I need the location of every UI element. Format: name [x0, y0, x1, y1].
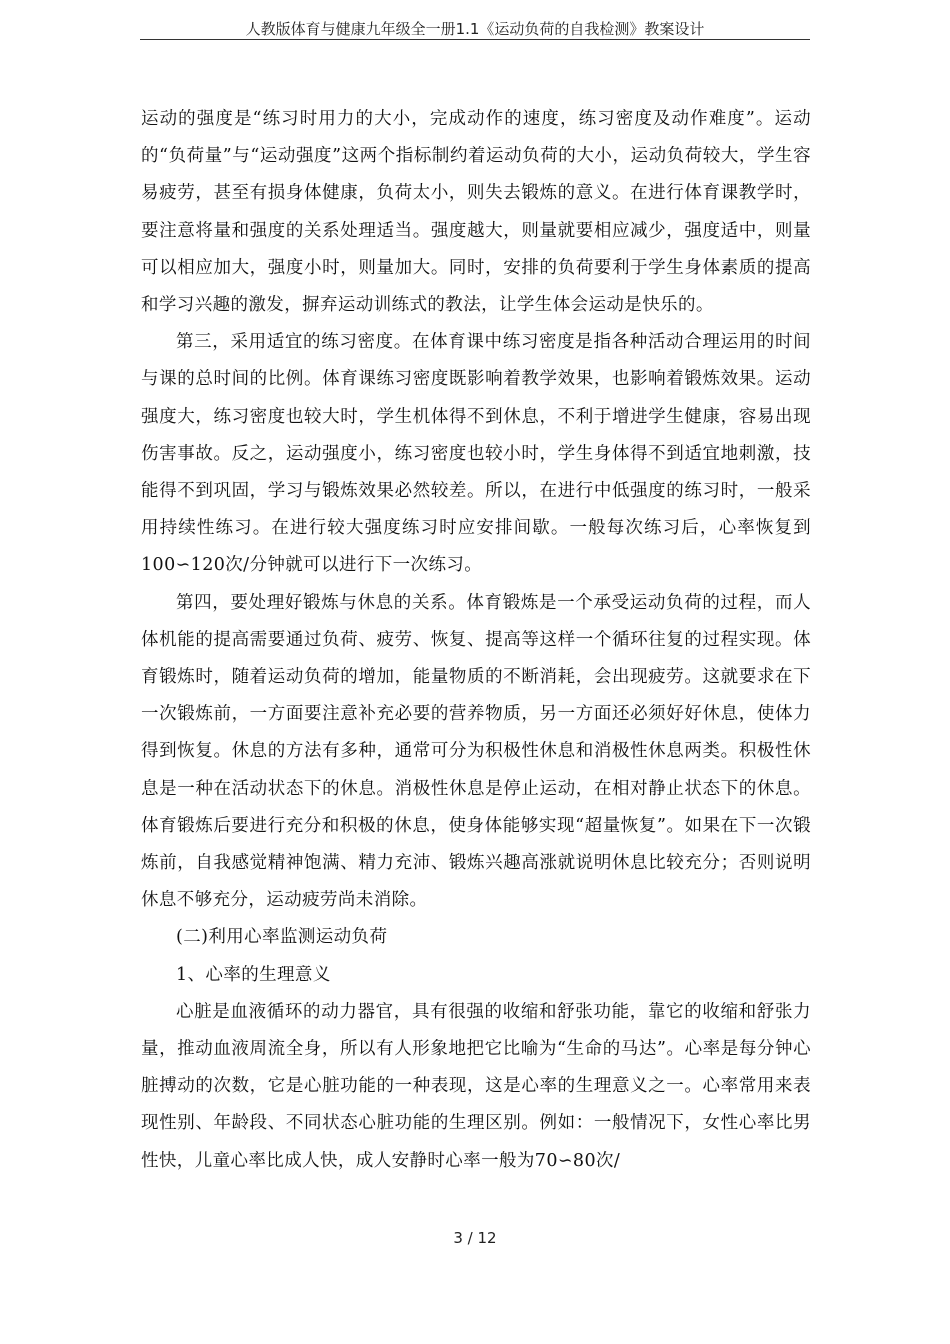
paragraph-heart-function: 心脏是血液循环的动力器官，具有很强的收缩和舒张功能，靠它的收缩和舒张力量，推动血液周流全身，所以有人形象地把它比喻为“生命的马达”。心率是每分钟心脏搏动的次数，它是心脏功能的一种表现，这是心率的生理意义之一。心率常用来表现性别、年龄段、不同状态心脏功能的生理区别。例如：一般情况下，女性心率比男性快，儿童心率比成人快，成人安静时心率一般为70∽80次/	[141, 1001, 811, 1171]
subsection-heading-physiology: 1、心率的生理意义	[176, 964, 331, 985]
paragraph-fourth-rest: 第四，要处理好锻炼与休息的关系。体育锻炼是一个承受运动负荷的过程，而人体机能的提高需要通过负荷、疲劳、恢复、提高等这样一个循环往复的过程实现。体育锻炼时，随着运动负荷的增加，能量物质的不断消耗，会出现疲劳。这就要求在下一次锻炼前，一方面要注意补充必要的营养物质，另一方面还必须好好休息，使体力得到恢复。休息的方法有多种，通常可分为积极性休息和消极性休息两类。积极性休息是一种在活动状态下的休息。消极性休息是停止运动，在相对静止状态下的休息。体育锻炼后要进行充分和积极的休息，使身体能够实现“超量恢复”。如果在下一次锻炼前，自我感觉精神饱满、精力充沛、锻炼兴趣高涨就说明休息比较充分；否则说明休息不够充分，运动疲劳尚未消除。	[141, 592, 811, 911]
page-number: 3 / 12	[453, 1229, 497, 1247]
paragraph-third-density: 第三，采用适宜的练习密度。在体育课中练习密度是指各种活动合理运用的时间与课的总时间的比例。体育课练习密度既影响着教学效果，也影响着锻炼效果。运动强度大，练习密度也较大时，学生机体得不到休息，不利于增进学生健康，容易出现伤害事故。反之，运动强度小，练习密度也较小时，学生身体得不到适宜地刺激，技能得不到巩固，学习与锻炼效果必然较差。所以，在进行中低强度的练习时，一般采用持续性练习。在进行较大强度练习时应安排间歇。一般每次练习后，心率恢复到100∽120次/分钟就可以进行下一次练习。	[141, 332, 811, 576]
page-header-title: 人教版体育与健康九年级全一册1.1《运动负荷的自我检测》教案设计	[245, 20, 705, 38]
header-divider	[140, 39, 810, 40]
section-heading-heart-rate: (二)利用心率监测运动负荷	[176, 927, 388, 948]
paragraph-intensity: 运动的强度是“练习时用力的大小，完成动作的速度，练习密度及动作难度”。运动的“负荷量”与“运动强度”这两个指标制约着运动负荷的大小，运动负荷较大，学生容易疲劳，甚至有损身体健康，负荷太小，则失去锻炼的意义。在进行体育课教学时，要注意将量和强度的关系处理适当。强度越大，则量就要相应减少，强度适中，则量可以相应加大，强度小时，则量加大。同时，安排的负荷要利于学生身体素质的提高和学习兴趣的激发，摒弃运动训练式的教法，让学生体会运动是快乐的。	[141, 109, 811, 316]
document-body	[141, 101, 811, 1180]
